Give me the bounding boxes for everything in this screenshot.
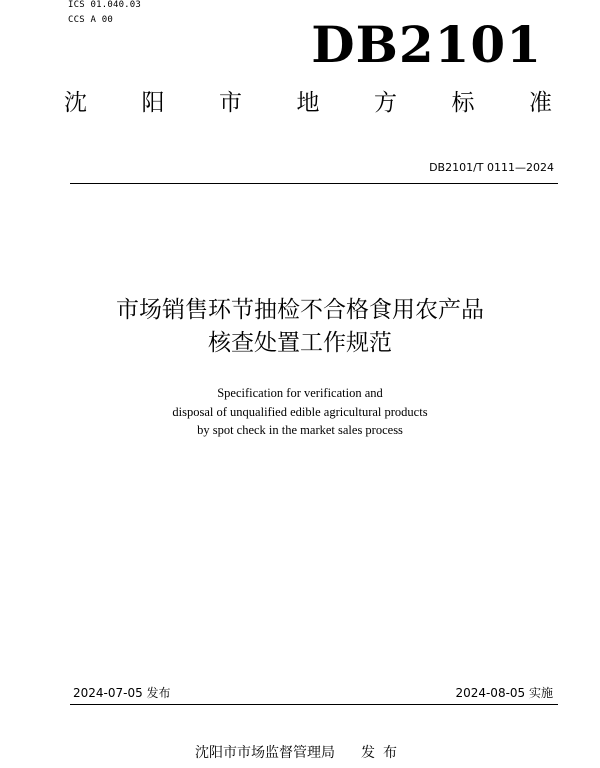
english-title-line: disposal of unqualified edible agricultural products [172, 404, 428, 419]
ccs-code: CCS A 00 [68, 15, 113, 25]
category-char: 地 [296, 89, 320, 116]
standard-category-heading [64, 82, 552, 118]
category-char: 标 [451, 89, 475, 116]
chinese-title-line: 市场销售环节抽检不合格食用农产品 [116, 297, 484, 323]
document-number: DB2101/T 0111—2024 [429, 161, 554, 174]
issuer-name: 沈阳市市场监督管理局 [195, 745, 335, 761]
issue-verb: 发布 [361, 745, 405, 761]
english-title-line: Specification for verification and [217, 386, 383, 400]
category-char: 市 [219, 89, 242, 116]
footer-divider [70, 704, 558, 705]
header-divider [70, 183, 558, 184]
chinese-title [0, 294, 600, 360]
issue-date: 2024-07-05 发布 [73, 686, 171, 700]
ics-code: ICS 01.040.03 [68, 0, 142, 10]
chinese-title-line: 核查处置工作规范 [208, 330, 392, 356]
standard-code-logo: DB2101 [311, 15, 542, 74]
category-char: 准 [529, 89, 552, 116]
category-char: 阳 [141, 89, 165, 116]
category-char: 沈 [64, 89, 87, 116]
english-title-line: by spot check in the market sales process [197, 423, 403, 437]
english-title [0, 384, 600, 440]
category-char: 方 [374, 89, 397, 116]
implementation-date: 2024-08-05 实施 [455, 686, 553, 700]
publisher-line [0, 743, 600, 763]
